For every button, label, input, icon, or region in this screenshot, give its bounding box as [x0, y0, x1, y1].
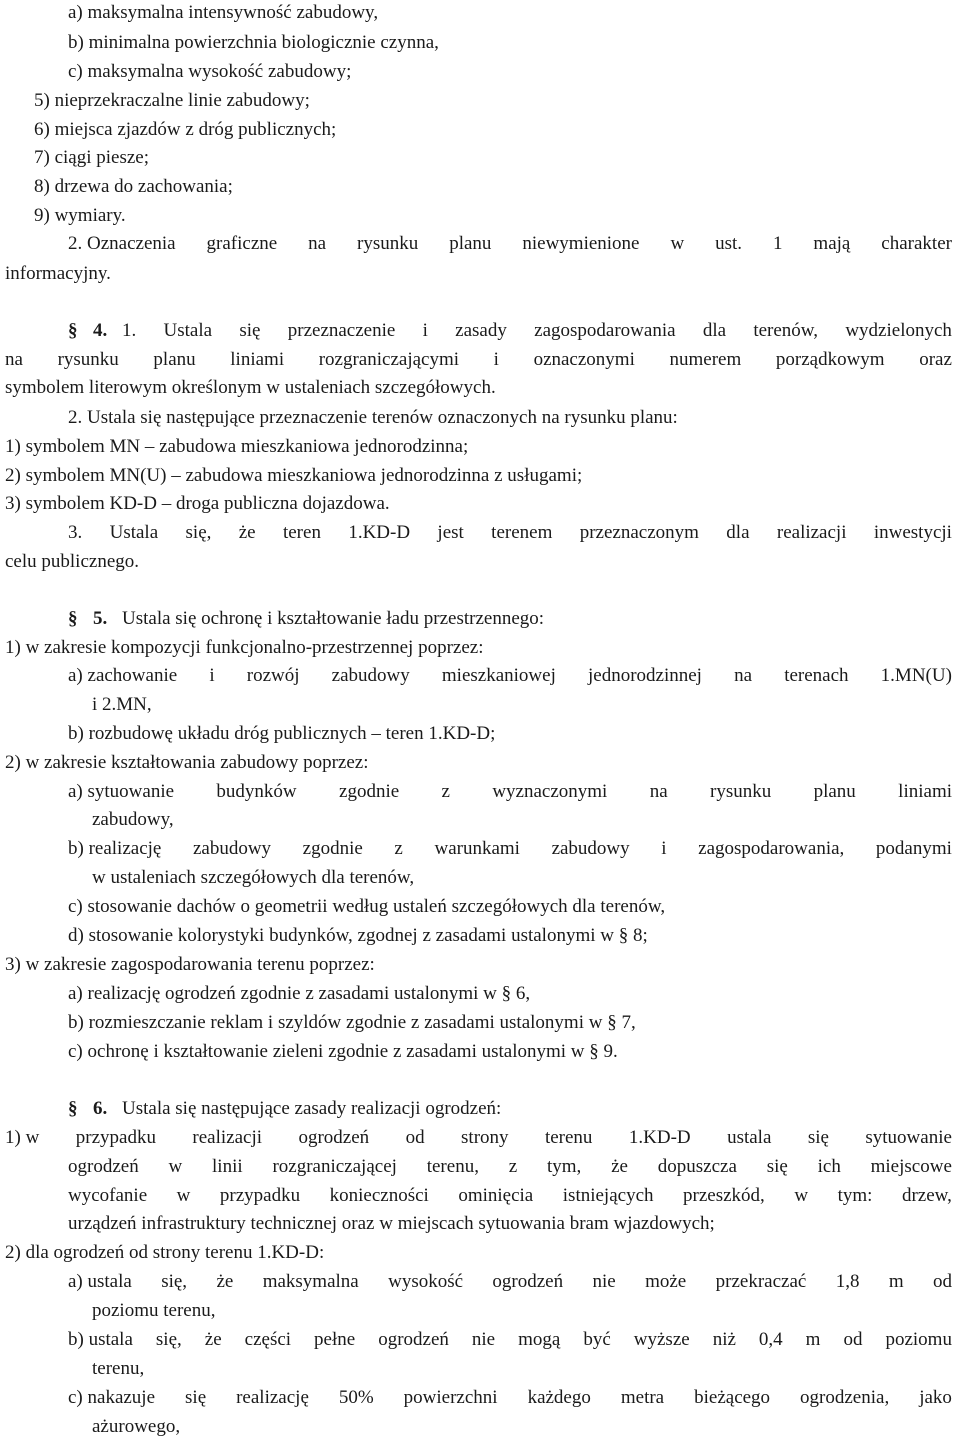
word: a) ustala: [68, 1271, 132, 1292]
word: w: [176, 1185, 191, 1206]
list-item: zabudowy,: [92, 809, 174, 830]
word: podanymi: [875, 838, 952, 859]
list-item: [68, 1157, 952, 1176]
word: się: [807, 1127, 829, 1148]
word: wyznaczonymi: [492, 781, 608, 802]
word: w: [794, 1185, 809, 1206]
word: się: [185, 1387, 207, 1408]
list-item: 2) w zakresie kształtowania zabudowy poprzez:: [5, 752, 369, 773]
list-item: 3) w zakresie zagospodarowania terenu poprzez:: [5, 954, 375, 975]
word: inwestycji: [873, 522, 952, 543]
word: rozwój: [246, 665, 300, 686]
word: metra: [620, 1387, 665, 1408]
word: 1) w: [5, 1127, 40, 1148]
word: i: [661, 838, 667, 859]
word: się,: [155, 1329, 182, 1350]
word: jednorodzinnej: [588, 665, 702, 686]
word: przypadku: [219, 1185, 301, 1206]
word: konieczności: [329, 1185, 429, 1206]
paragraph-line: [68, 234, 952, 253]
list-item: 8) drzewa do zachowania;: [34, 176, 233, 197]
list-item: ażurowego,: [92, 1416, 181, 1437]
section-number: 6.: [93, 1098, 108, 1119]
word: przekraczać: [715, 1271, 807, 1292]
list-item: w ustaleniach szczegółowych dla terenów,: [92, 867, 415, 888]
section-sign: §: [68, 320, 78, 341]
section-number: 4.: [93, 320, 108, 341]
word: budynków: [216, 781, 297, 802]
word: ogrodzeń: [298, 1127, 370, 1148]
word: każdego: [527, 1387, 591, 1408]
section-sign: §: [68, 608, 78, 629]
word: b) ustala: [68, 1329, 133, 1350]
word: mają: [813, 233, 851, 254]
list-item: c) ochronę i kształtowanie zieleni zgodnie z zasadami ustalonymi w § 9.: [68, 1041, 618, 1062]
word: zabudowy: [192, 838, 272, 859]
word: zagospodarowania: [534, 320, 676, 341]
word: wysokość: [388, 1271, 464, 1292]
word: zasady: [455, 320, 507, 341]
word: liniami: [230, 349, 285, 370]
list-item: [68, 1272, 952, 1291]
word: warunkami: [434, 838, 520, 859]
list-item: d) stosowanie kolorystyki budynków, zgodnej z zasadami ustalonymi w § 8;: [68, 925, 648, 946]
list-item: b) rozmieszczanie reklam i szyldów zgodnie z zasadami ustalonymi w § 7,: [68, 1012, 636, 1033]
word: tym:: [837, 1185, 873, 1206]
word: dla: [702, 320, 727, 341]
list-item: urządzeń infrastruktury technicznej oraz w miejscach sytuowania bram wjazdowych;: [68, 1213, 715, 1234]
paragraph-line: [122, 321, 952, 340]
word: realizacji: [776, 522, 847, 543]
word: z: [394, 838, 403, 859]
word: porządkowym: [775, 349, 885, 370]
word: drzew,: [901, 1185, 952, 1206]
list-item: [68, 1186, 952, 1205]
list-item: [68, 839, 952, 858]
word: 50%: [338, 1387, 374, 1408]
word: linii: [212, 1156, 243, 1177]
word: tym,: [546, 1156, 582, 1177]
word: rozgraniczającej: [272, 1156, 397, 1177]
word: m: [805, 1329, 821, 1350]
list-item: 1) symbolem MN – zabudowa mieszkaniowa jednorodzinna;: [5, 436, 469, 457]
word: być: [583, 1329, 611, 1350]
list-item: 6) miejsca zjazdów z dróg publicznych;: [34, 119, 337, 140]
word: bieżącego: [694, 1387, 771, 1408]
word: terenem: [491, 522, 553, 543]
word: 1,8: [835, 1271, 860, 1292]
word: ogrodzeń: [68, 1156, 139, 1177]
word: że: [204, 1329, 222, 1350]
word: sytuowanie: [865, 1127, 952, 1148]
word: realizację: [236, 1387, 309, 1408]
word: wydzielonych: [845, 320, 952, 341]
word: realizacji: [192, 1127, 262, 1148]
word: dla: [726, 522, 750, 543]
paragraph-line: Ustala się ochronę i kształtowanie ładu przestrzennego:: [122, 608, 545, 629]
word: na: [5, 349, 23, 370]
word: 1.KD-D: [348, 522, 411, 543]
word: zgodnie: [302, 838, 363, 859]
word: na: [649, 781, 668, 802]
word: poziomu: [885, 1329, 952, 1350]
word: części: [244, 1329, 292, 1350]
list-item: poziomu terenu,: [92, 1300, 216, 1321]
list-item: terenu,: [92, 1358, 145, 1379]
section-sign: §: [68, 1098, 78, 1119]
word: od: [843, 1329, 863, 1350]
word: maksymalna: [262, 1271, 359, 1292]
word: terenów,: [753, 320, 819, 341]
list-item: a) maksymalna intensywność zabudowy,: [68, 2, 379, 23]
word: przeszkód,: [683, 1185, 765, 1206]
word: ustala: [727, 1127, 772, 1148]
word: od: [405, 1127, 425, 1148]
paragraph-line: [5, 350, 952, 369]
word: przypadku: [75, 1127, 156, 1148]
word: nie: [592, 1271, 616, 1292]
word: i: [493, 349, 499, 370]
word: się: [766, 1156, 788, 1177]
word: się,: [161, 1271, 188, 1292]
word: planu: [449, 233, 492, 254]
paragraph-line: informacyjny.: [5, 263, 111, 284]
word: miejscowe: [870, 1156, 952, 1177]
list-item: [68, 782, 952, 801]
word: mieszkaniowej: [441, 665, 556, 686]
word: z: [441, 781, 450, 802]
list-item: 5) nieprzekraczalne linie zabudowy;: [34, 90, 310, 111]
word: niż: [712, 1329, 736, 1350]
word: pełne: [314, 1329, 356, 1350]
word: charakter: [881, 233, 952, 254]
word: oznaczonymi: [533, 349, 635, 370]
paragraph-line: symbolem literowym określonym w ustaleniach szczegółowych.: [5, 377, 496, 398]
word: a) sytuowanie: [68, 781, 175, 802]
word: planu: [153, 349, 196, 370]
word: w: [670, 233, 685, 254]
word: 2. Oznaczenia: [68, 233, 176, 254]
word: terenach: [784, 665, 849, 686]
word: nie: [471, 1329, 496, 1350]
word: ogrodzenia,: [800, 1387, 890, 1408]
word: oraz: [919, 349, 952, 370]
word: rysunku: [57, 349, 119, 370]
section-number: 5.: [93, 608, 108, 629]
word: i: [422, 320, 428, 341]
list-item: 3) symbolem KD-D – droga publiczna dojazdowa.: [5, 493, 390, 514]
list-item: 1) w zakresie kompozycji funkcjonalno-przestrzennej poprzez:: [5, 637, 484, 658]
word: Ustala: [163, 320, 213, 341]
word: ominięcia: [458, 1185, 534, 1206]
word: numerem: [669, 349, 742, 370]
word: na: [308, 233, 327, 254]
word: dopuszcza: [657, 1156, 737, 1177]
word: zabudowy: [331, 665, 410, 686]
word: od: [932, 1271, 952, 1292]
word: przeznaczonym: [579, 522, 699, 543]
list-item: [68, 1330, 952, 1349]
word: graficzne: [206, 233, 278, 254]
word: na: [734, 665, 753, 686]
word: istniejących: [562, 1185, 654, 1206]
word: ogrodzeń: [378, 1329, 449, 1350]
word: teren: [282, 522, 321, 543]
list-item: [68, 1388, 952, 1407]
word: 1.: [122, 320, 137, 341]
word: zgodnie: [339, 781, 400, 802]
word: wyższe: [633, 1329, 690, 1350]
word: rysunku: [357, 233, 419, 254]
word: że: [238, 522, 256, 543]
list-item: [68, 666, 952, 685]
word: się: [239, 320, 261, 341]
word: 0,4: [758, 1329, 783, 1350]
paragraph-line: Ustala się następujące zasady realizacji ogrodzeń:: [122, 1098, 502, 1119]
word: b) realizację: [68, 838, 162, 859]
list-item: 2) dla ogrodzeń od strony terenu 1.KD-D:: [5, 1242, 325, 1263]
word: ust.: [715, 233, 743, 254]
word: przeznaczenie: [287, 320, 396, 341]
word: z: [508, 1156, 518, 1177]
word: zabudowy: [551, 838, 630, 859]
list-item: 9) wymiary.: [34, 205, 126, 226]
list-item: c) maksymalna wysokość zabudowy;: [68, 61, 352, 82]
word: powierzchni: [403, 1387, 498, 1408]
list-item: 2) symbolem MN(U) – zabudowa mieszkaniowa jednorodzinna z usługami;: [5, 465, 583, 486]
list-item: 7) ciągi piesze;: [34, 147, 150, 168]
list-item: b) minimalna powierzchnia biologicznie czynna,: [68, 32, 439, 53]
word: planu: [813, 781, 856, 802]
word: może: [645, 1271, 687, 1292]
word: jako: [919, 1387, 952, 1408]
word: że: [611, 1156, 628, 1177]
word: że: [216, 1271, 234, 1292]
word: 1.KD-D: [628, 1127, 691, 1148]
word: 3.: [68, 522, 83, 543]
word: zagospodarowania,: [698, 838, 845, 859]
word: terenu,: [426, 1156, 479, 1177]
word: terenu: [544, 1127, 593, 1148]
word: w: [168, 1156, 183, 1177]
word: ogrodzeń: [492, 1271, 564, 1292]
word: rozgraniczającymi: [318, 349, 460, 370]
word: strony: [461, 1127, 509, 1148]
word: wycofanie: [68, 1185, 148, 1206]
paragraph-line: 2. Ustala się następujące przeznaczenie terenów oznaczonych na rysunku planu:: [68, 407, 678, 428]
word: rysunku: [710, 781, 772, 802]
word: liniami: [898, 781, 952, 802]
word: a) zachowanie: [68, 665, 178, 686]
word: 1: [772, 233, 783, 254]
word: się,: [185, 522, 212, 543]
word: m: [888, 1271, 904, 1292]
word: i: [209, 665, 215, 686]
paragraph-line: celu publicznego.: [5, 551, 140, 572]
word: niewymienione: [522, 233, 640, 254]
word: ich: [817, 1156, 841, 1177]
word: jest: [437, 522, 464, 543]
word: c) nakazuje: [68, 1387, 156, 1408]
word: 1.MN(U): [880, 665, 952, 686]
list-item: b) rozbudowę układu dróg publicznych – teren 1.KD-D;: [68, 723, 496, 744]
word: Ustala: [109, 522, 159, 543]
paragraph-line: [68, 523, 952, 542]
word: mogą: [518, 1329, 561, 1350]
list-item: i 2.MN,: [92, 694, 152, 715]
list-item: c) stosowanie dachów o geometrii według ustaleń szczegółowych dla terenów,: [68, 896, 666, 917]
list-item: [5, 1128, 952, 1147]
list-item: a) realizację ogrodzeń zgodnie z zasadami ustalonymi w § 6,: [68, 983, 531, 1004]
